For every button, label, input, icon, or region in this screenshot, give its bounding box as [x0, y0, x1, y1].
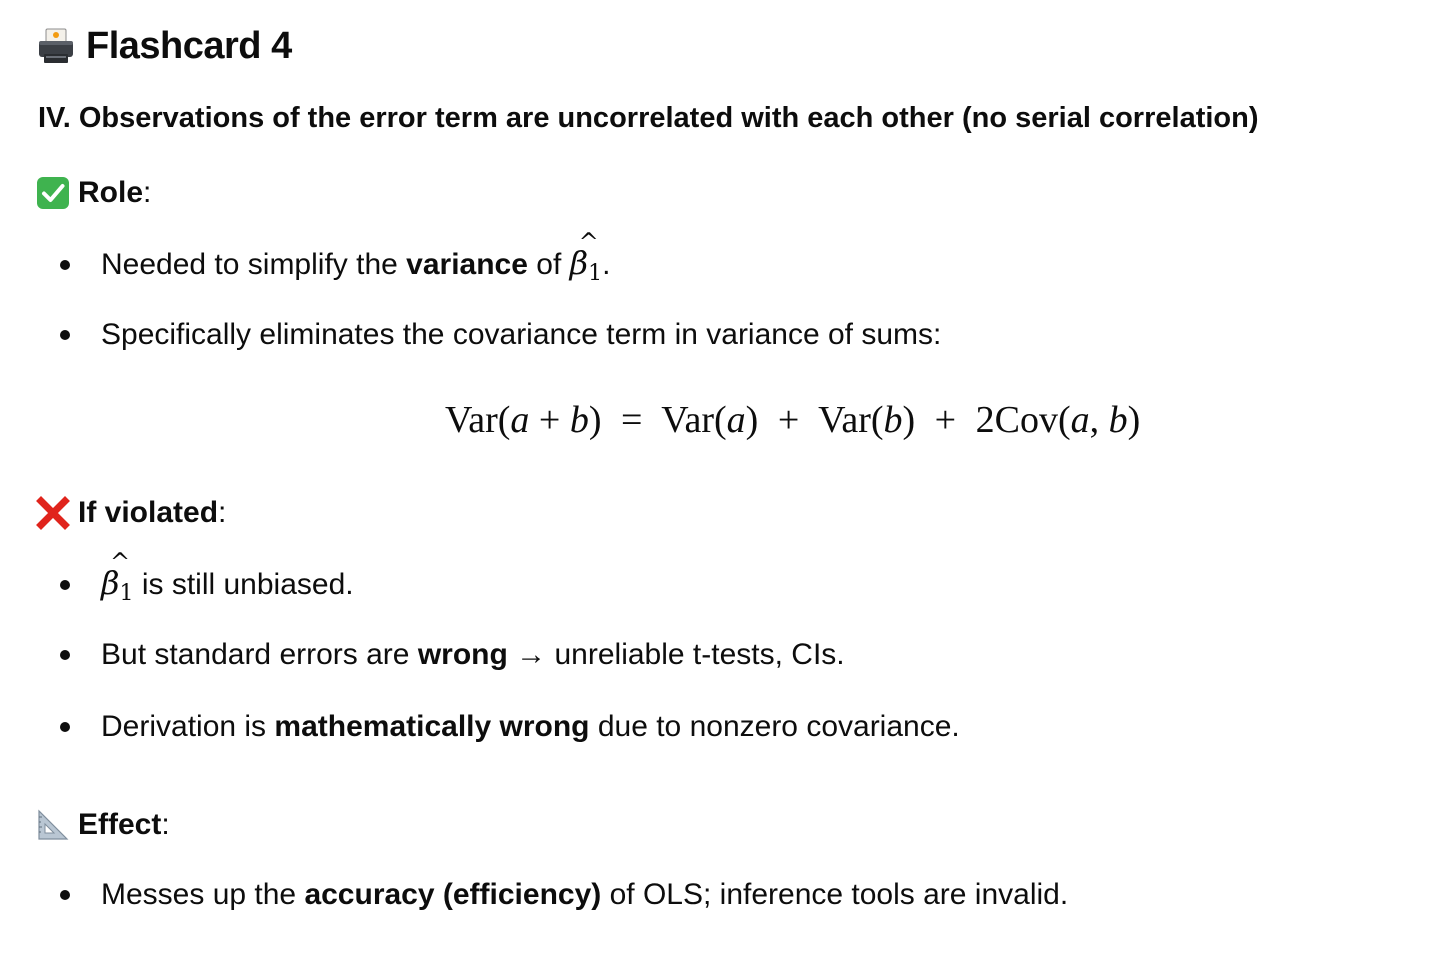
- text-segment: is still unbiased.: [133, 568, 354, 601]
- equation-term-var-b: Var(b): [818, 399, 916, 441]
- list-item: [60, 228, 611, 286]
- bold-text: variance: [406, 248, 528, 281]
- text-segment: of: [527, 248, 570, 281]
- equation-plus: +: [777, 399, 800, 441]
- bullet-dot: [60, 260, 70, 270]
- text-segment: Messes up the: [101, 878, 305, 911]
- list-item: [60, 638, 845, 672]
- triangular-ruler-icon: [36, 808, 70, 842]
- role-label: Role: [78, 176, 144, 209]
- text-segment: of OLS; inference tools are invalid.: [601, 878, 1069, 911]
- list-item-text: [101, 548, 354, 606]
- equation-equals: =: [621, 399, 643, 441]
- text-segment: But standard errors are: [101, 638, 418, 671]
- check-mark-icon: [36, 176, 70, 210]
- equation-term-cov: 2Cov(a, b): [975, 399, 1141, 441]
- bold-text: mathematically wrong: [274, 710, 590, 743]
- list-item: [60, 318, 941, 352]
- text-segment: Needed to simplify the: [101, 248, 407, 281]
- equation-plus: +: [934, 399, 957, 441]
- bullet-dot: [60, 722, 70, 732]
- violated-heading: [36, 496, 226, 530]
- bullet-dot: [60, 890, 70, 900]
- role-heading: [36, 176, 151, 210]
- text-segment: .: [602, 248, 611, 281]
- beta-hat-one: β ^ $_1$: [101, 548, 134, 606]
- list-item-text: [101, 228, 611, 286]
- beta-hat-one: β ^ $_1$: [569, 228, 603, 286]
- effect-heading: [36, 808, 170, 842]
- bullet-dot: [60, 330, 70, 340]
- flashcard-title: [36, 22, 292, 70]
- role-colon: :: [143, 176, 152, 209]
- list-item-text: [101, 710, 960, 744]
- violated-colon: :: [218, 496, 227, 529]
- bold-text: wrong: [417, 638, 508, 671]
- effect-colon: :: [161, 808, 170, 841]
- variance-equation: [445, 398, 1140, 442]
- cross-mark-icon: [36, 496, 70, 530]
- effect-label: Effect: [78, 808, 162, 841]
- bullet-dot: [60, 580, 70, 590]
- text-segment: Derivation is: [101, 710, 275, 743]
- list-item-text: Specifically eliminates the covariance term in variance of sums:: [101, 318, 942, 351]
- list-item: [60, 878, 1068, 912]
- list-item: [60, 548, 354, 606]
- equation-term-var-a: Var(a): [661, 399, 759, 441]
- list-item: [60, 710, 960, 744]
- title-text: Flashcard 4: [86, 24, 292, 67]
- text-segment: → unreliable t-tests, CIs.: [507, 638, 845, 671]
- list-item-text: [101, 638, 845, 672]
- list-item-text: [101, 878, 1068, 912]
- assumption-heading: IV. Observations of the error term are uncorrelated with each other (no serial correlation): [38, 102, 1259, 134]
- violated-label: If violated: [78, 496, 219, 529]
- equation-lhs: Var(a + b): [445, 399, 602, 441]
- bold-text: accuracy (efficiency): [304, 878, 602, 911]
- text-segment: due to nonzero covariance.: [589, 710, 960, 743]
- printer-icon: [36, 26, 76, 66]
- bullet-dot: [60, 650, 70, 660]
